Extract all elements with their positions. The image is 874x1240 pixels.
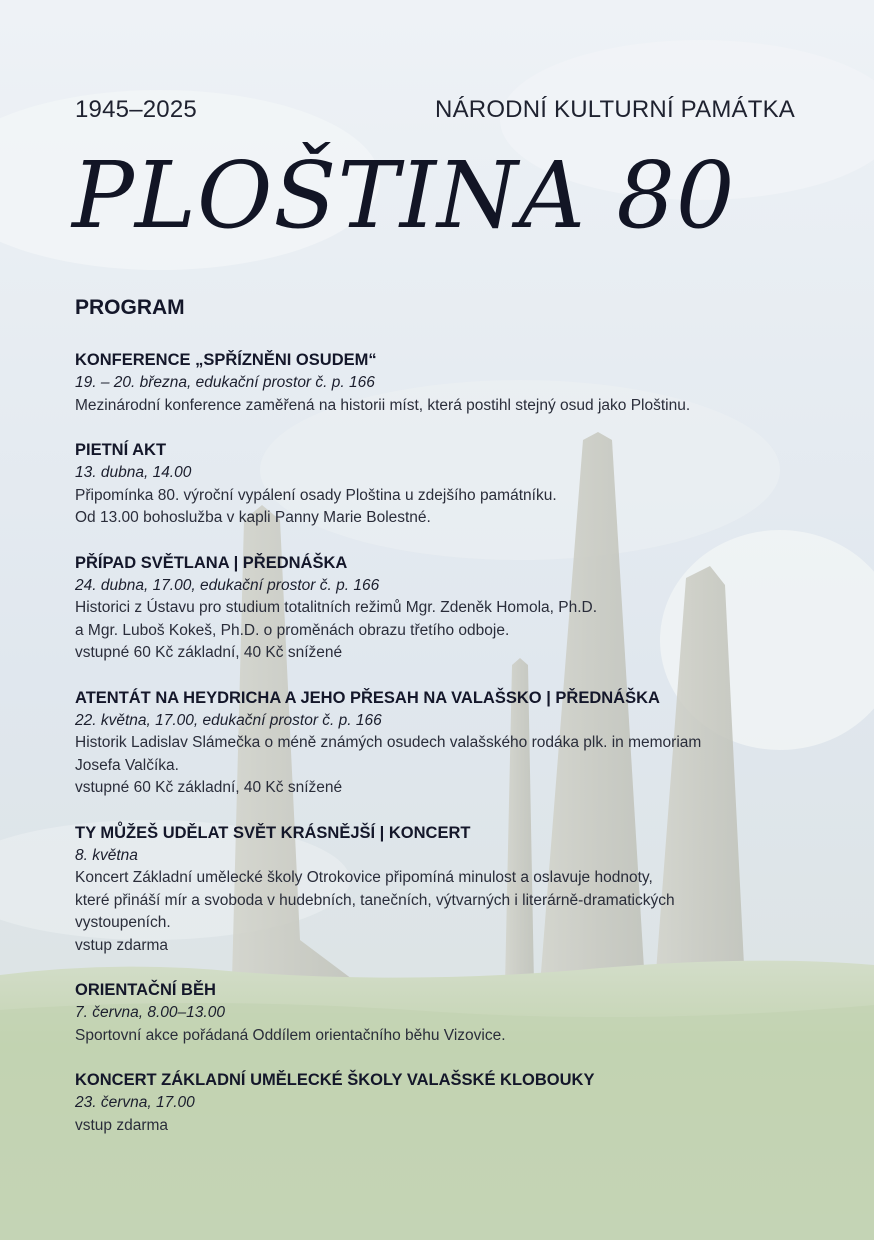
event-date: 22. května, 17.00, edukační prostor č. p. 166 bbox=[75, 711, 382, 729]
event-title: PŘÍPAD SVĚTLANA | PŘEDNÁŠKA bbox=[75, 553, 348, 572]
event-description-line: vystoupeních. bbox=[75, 914, 171, 931]
event-list bbox=[75, 349, 805, 1159]
event-description-line: Historici z Ústavu pro studium totalitních režimů Mgr. Zdeněk Homola, Ph.D. bbox=[75, 599, 598, 616]
event-item bbox=[75, 822, 805, 958]
event-date: 13. dubna, 14.00 bbox=[75, 464, 192, 481]
event-title: KONFERENCE „SPŘÍZNĚNI OSUDEM“ bbox=[75, 351, 377, 369]
event-item bbox=[75, 552, 805, 665]
page-title: PLOŠTINA 80 bbox=[72, 142, 736, 249]
event-description-line: vstup zdarma bbox=[75, 1116, 169, 1134]
event-date: 19. – 20. března, edukační prostor č. p. 166 bbox=[75, 374, 375, 391]
header-row bbox=[75, 96, 795, 128]
event-date: 23. června, 17.00 bbox=[75, 1094, 195, 1111]
event-item bbox=[75, 349, 805, 417]
event-description-line: Mezinárodní konference zaměřená na historii míst, která postihl stejný osud jako Ploštinu. bbox=[75, 396, 691, 414]
event-title: PIETNÍ AKT bbox=[75, 441, 167, 459]
event-date: 7. června, 8.00–13.00 bbox=[75, 1004, 225, 1021]
event-description-line: které přináší mír a svoboda v hudebních, tanečních, výtvarných i literárně-dramatických bbox=[75, 891, 675, 909]
event-description-line: Sportovní akce pořádaná Oddílem orientačního běhu Vizovice. bbox=[75, 1026, 506, 1044]
event-date: 24. dubna, 17.00, edukační prostor č. p. 166 bbox=[75, 576, 380, 594]
event-item bbox=[75, 1069, 805, 1137]
event-description-line: vstupné 60 Kč základní, 40 Kč snížené bbox=[75, 779, 343, 796]
event-description-line: vstup zdarma bbox=[75, 936, 169, 954]
event-item bbox=[75, 687, 805, 800]
event-description-line: vstupné 60 Kč základní, 40 Kč snížené bbox=[75, 644, 343, 661]
event-title: ORIENTAČNÍ BĚH bbox=[75, 981, 216, 999]
anniversary-years: 1945–2025 bbox=[75, 96, 197, 123]
event-description-line: a Mgr. Luboš Kokeš, Ph.D. o proměnách obrazu třetího odboje. bbox=[75, 621, 510, 639]
event-description-line: Historik Ladislav Slámečka o méně známých osudech valašského rodáka plk. in memoriam bbox=[75, 734, 702, 751]
program-heading: PROGRAM bbox=[75, 296, 185, 319]
event-item bbox=[75, 979, 805, 1047]
event-description-line: Koncert Základní umělecké školy Otrokovice připomíná minulost a oslavuje hodnoty, bbox=[75, 869, 653, 886]
event-date: 8. května bbox=[75, 846, 138, 864]
event-title: TY MŮŽEŠ UDĚLAT SVĚT KRÁSNĚJŠÍ | KONCERT bbox=[75, 823, 471, 842]
event-description-line: Připomínka 80. výroční vypálení osady Ploština u zdejšího památníku. bbox=[75, 486, 557, 504]
event-title: KONCERT ZÁKLADNÍ UMĚLECKÉ ŠKOLY VALAŠSKÉ KLOBOUKY bbox=[75, 1071, 595, 1089]
event-description-line: Od 13.00 bohoslužba v kapli Panny Marie Bolestné. bbox=[75, 509, 431, 526]
event-item bbox=[75, 439, 805, 530]
monument-label: NÁRODNÍ KULTURNÍ PAMÁTKA bbox=[435, 96, 795, 123]
event-description-line: Josefa Valčíka. bbox=[75, 756, 179, 774]
event-title: ATENTÁT NA HEYDRICHA A JEHO PŘESAH NA VALAŠSKO | PŘEDNÁŠKA bbox=[75, 688, 660, 707]
